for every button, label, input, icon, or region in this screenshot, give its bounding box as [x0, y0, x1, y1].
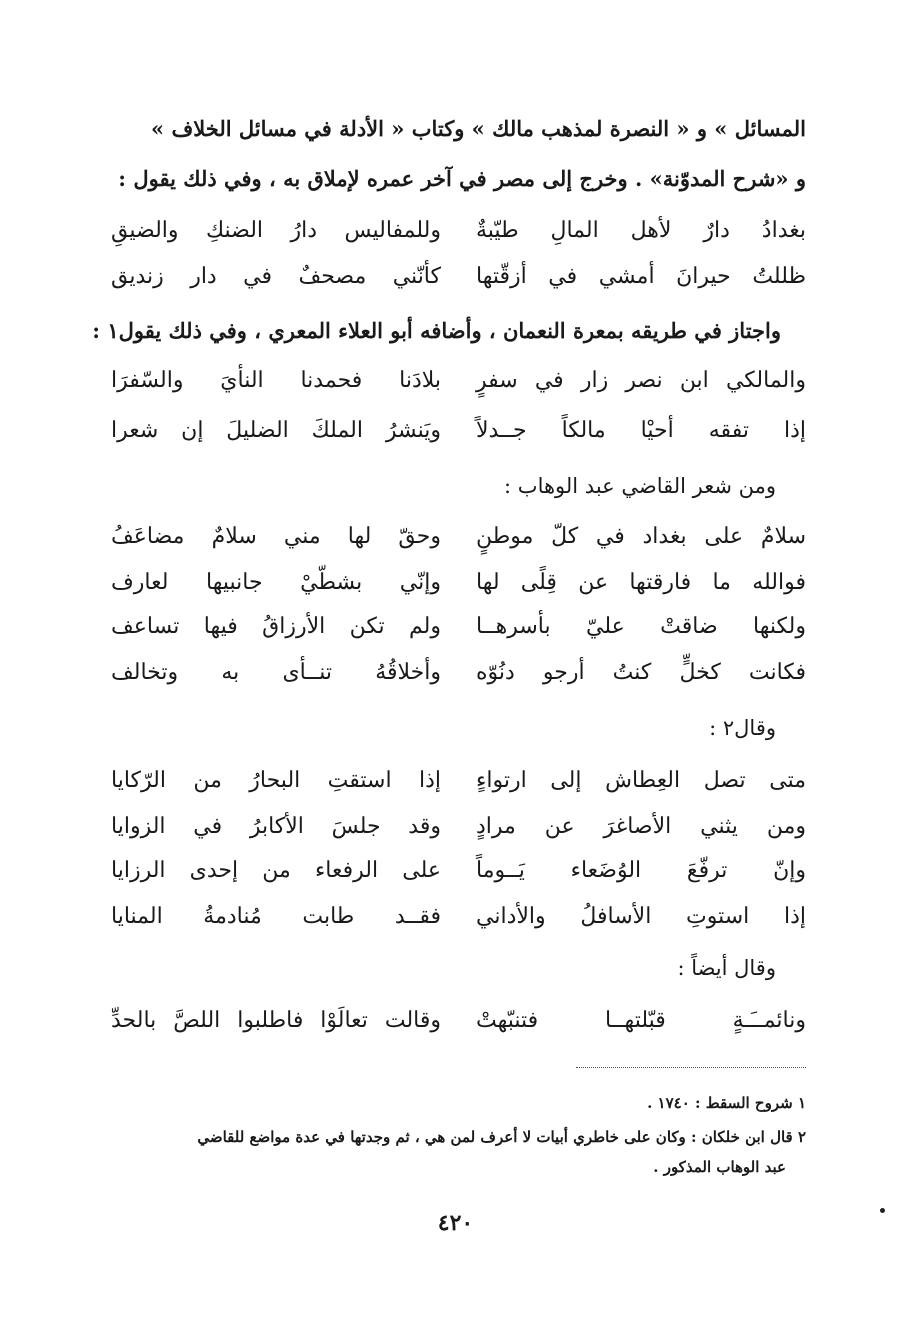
- prose-line: و «شرح المدوّنة» . وخرج إلى مصر في آخر عمره لإملاق به ، وفي ذلك يقول :: [118, 166, 806, 191]
- verse-second-hemistich: وإنّي بشطّيْ جانبيها لعارف: [111, 570, 441, 595]
- verse: [0, 660, 911, 700]
- footnote: عبد الوهاب المذكور .: [653, 1158, 786, 1176]
- verse-first-hemistich: سلامٌ على بغداد في كلّ موطنٍ: [476, 524, 806, 549]
- footnote: ١ شروح السقط : ١٧٤٠ .: [647, 1094, 806, 1112]
- verse-second-hemistich: إذا استقتِ البحارُ من الرّكايا: [111, 768, 441, 793]
- verse-first-hemistich: إذا تفقه أحيْا مالكاً جــدلاً: [476, 418, 806, 443]
- verse: [0, 418, 911, 458]
- verse-first-hemistich: وإنّ ترفّعَ الوُضَعاء يَــوماً: [476, 858, 806, 883]
- verse-first-hemistich: ونائمــَـةٍ قبّلتهــا فتنبّهتْ: [476, 1008, 806, 1033]
- verse-second-hemistich: وقالت تعالَوْا فاطلبوا اللصَّ بالحدِّ: [111, 1008, 441, 1033]
- verse: [0, 814, 911, 854]
- verse: [0, 904, 911, 944]
- verse-second-hemistich: وللمفاليس دارُ الضنكِ والضيقِ: [111, 218, 441, 243]
- prose-line: المسائل » و « النصرة لمذهب مالك » وكتاب « الأدلة في مسائل الخلاف »: [151, 116, 806, 141]
- verse-second-hemistich: بلادَنا فحمدنا النأيَ والسّفرَا: [111, 368, 441, 393]
- verse-first-hemistich: فكانت كخلٍّ كنتُ أرجو دنُوّه: [476, 660, 806, 685]
- verse-first-hemistich: متى تصل العِطاش إلى ارتواءٍ: [476, 768, 806, 793]
- verse: [0, 1008, 911, 1048]
- verse-second-hemistich: على الرفعاء من إحدى الرزايا: [111, 858, 441, 883]
- verse: [0, 858, 911, 898]
- stray-ink-dot: [880, 1208, 885, 1213]
- footnote: ٢ قال ابن خلكان : وكان على خاطري أبيات لا أعرف لمن هي ، ثم وجدتها في عدة مواضع للقاضي: [197, 1128, 806, 1146]
- verse: [0, 570, 911, 610]
- verse-first-hemistich: فوالله ما فارقتها عن قِلًى لها: [476, 570, 806, 595]
- verse-first-hemistich: بغدادُ دارٌ لأهل المالِ طيّبةٌ: [476, 218, 806, 243]
- verse-first-hemistich: ولكنها ضاقتْ عليّ بأسرهــا: [476, 614, 806, 639]
- verse-second-hemistich: فقــد طابت مُنادمةُ المنايا: [111, 904, 441, 929]
- footnote-separator: [576, 1067, 806, 1068]
- verse: [0, 368, 911, 408]
- verse-second-hemistich: وأخلاقُهُ تنــأى به وتخالف: [111, 660, 441, 685]
- verse: [0, 614, 911, 654]
- verse: [0, 264, 911, 304]
- verse-second-hemistich: ولم تكن الأرزاقُ فيها تساعف: [111, 614, 441, 639]
- verse-second-hemistich: وقد جلسَ الأكابرُ في الزوايا: [111, 814, 441, 839]
- poem-intro: وقال أيضاً :: [677, 956, 776, 980]
- verse: [0, 524, 911, 564]
- verse-second-hemistich: ويَنشرُ الملكَ الضليلَ إن شعرا: [111, 418, 441, 443]
- poem-intro: وقال٢ :: [709, 716, 776, 740]
- prose-line: واجتاز في طريقه بمعرة النعمان ، وأضافه أبو العلاء المعري ، وفي ذلك يقول١ :: [92, 318, 781, 343]
- verse-first-hemistich: ظللتُ حيرانَ أمشي في أزقّتها: [476, 264, 806, 289]
- verse-first-hemistich: ومن يثني الأصاغرَ عن مرادٍ: [476, 814, 806, 839]
- verse-first-hemistich: إذا استوتِ الأسافلُ والأداني: [476, 904, 806, 929]
- page-number: ٤٢٠: [437, 1210, 474, 1236]
- verse: [0, 768, 911, 808]
- verse-first-hemistich: والمالكي ابن نصر زار في سفرٍ: [476, 368, 806, 393]
- verse-second-hemistich: وحقّ لها مني سلامٌ مضاعَفُ: [111, 524, 441, 549]
- poem-intro: ومن شعر القاضي عبد الوهاب :: [504, 474, 776, 498]
- verse: [0, 218, 911, 258]
- verse-second-hemistich: كأنّني مصحفٌ في دار زنديق: [111, 264, 441, 289]
